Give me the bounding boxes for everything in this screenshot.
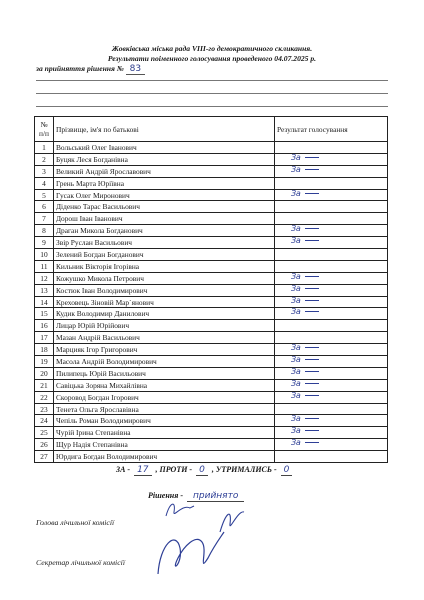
vote-totals	[116, 465, 294, 476]
vote-text: За	[291, 366, 301, 376]
row-name: Масола Андрій Володимирович	[54, 356, 275, 368]
table-row	[35, 439, 388, 451]
row-name: Лицар Юрій Юрійович	[54, 320, 275, 332]
table-row	[35, 403, 388, 415]
vote-dash	[305, 442, 319, 443]
row-name: Юрдига Богдан Володимирович	[54, 451, 275, 463]
row-name: Діденко Тарас Васильович	[54, 201, 275, 213]
row-name: Чепіль Роман Володимирович	[54, 415, 275, 427]
row-vote	[275, 367, 388, 379]
document-header	[0, 44, 424, 64]
row-name: Скоровод Богдан Ігорович	[54, 391, 275, 403]
row-name: Кильник Вікторія Ігорівна	[54, 260, 275, 272]
blank-line-3	[36, 106, 388, 107]
vote-mark	[291, 343, 319, 352]
row-number: 1	[35, 142, 54, 154]
vote-mark	[291, 307, 319, 316]
table-row	[35, 237, 388, 249]
vote-mark	[291, 367, 319, 376]
table-row	[35, 415, 388, 427]
table-row	[35, 177, 388, 189]
totals-za-value: 17	[134, 465, 151, 476]
row-vote	[275, 225, 388, 237]
vote-text: За	[291, 343, 301, 353]
vote-mark	[291, 224, 319, 233]
vote-dash	[305, 359, 319, 360]
totals-proty-label: , ПРОТИ -	[155, 465, 193, 474]
row-vote	[275, 415, 388, 427]
vote-mark	[291, 379, 319, 388]
vote-dash	[305, 383, 319, 384]
row-number: 9	[35, 237, 54, 249]
vote-text: За	[291, 188, 301, 198]
row-number: 8	[35, 225, 54, 237]
row-vote	[275, 439, 388, 451]
decision-line	[36, 64, 145, 75]
table-row	[35, 272, 388, 284]
row-name: Костюк Іван Володимирович	[54, 284, 275, 296]
vote-text: За	[291, 390, 301, 400]
totals-utrymalys-label: , УТРИМАЛИСЬ -	[211, 465, 277, 474]
voting-table	[34, 116, 388, 463]
header-number: № п/п	[35, 117, 54, 142]
row-name: Гусак Олег Миронович	[54, 189, 275, 201]
row-name: Драган Микола Богданович	[54, 225, 275, 237]
row-name: Кудик Володимир Данилович	[54, 308, 275, 320]
vote-text: За	[291, 152, 301, 162]
row-vote	[275, 177, 388, 189]
row-number: 3	[35, 165, 54, 177]
table-row	[35, 367, 388, 379]
totals-utrymalys-value: 0	[281, 465, 293, 476]
table-row	[35, 308, 388, 320]
vote-text: За	[291, 283, 301, 293]
row-number: 13	[35, 284, 54, 296]
table-row	[35, 332, 388, 344]
vote-mark	[291, 296, 319, 305]
row-vote	[275, 260, 388, 272]
vote-mark	[291, 426, 319, 435]
row-name: Савіцька Зоряна Михайлівна	[54, 379, 275, 391]
row-name: Грень Марта Юріївна	[54, 177, 275, 189]
row-number: 27	[35, 451, 54, 463]
row-number: 15	[35, 308, 54, 320]
vote-dash	[305, 430, 319, 431]
vote-dash	[305, 347, 319, 348]
row-name: Чурій Ірина Степанівна	[54, 427, 275, 439]
row-vote	[275, 379, 388, 391]
row-vote	[275, 356, 388, 368]
row-number: 22	[35, 391, 54, 403]
totals-proty-value: 0	[196, 465, 208, 476]
row-vote	[275, 344, 388, 356]
row-vote	[275, 308, 388, 320]
vote-mark	[291, 414, 319, 423]
decision-result-label: Рішення -	[148, 491, 183, 500]
vote-text: За	[291, 224, 301, 234]
table-row	[35, 260, 388, 272]
totals-za-label: ЗА -	[116, 465, 131, 474]
vote-mark	[291, 284, 319, 293]
vote-dash	[305, 193, 319, 194]
row-number: 6	[35, 201, 54, 213]
vote-mark	[291, 165, 319, 174]
vote-dash	[305, 276, 319, 277]
vote-text: За	[291, 164, 301, 174]
row-name: Дорош Іван Іванович	[54, 213, 275, 225]
table-row	[35, 284, 388, 296]
vote-dash	[305, 371, 319, 372]
row-number: 24	[35, 415, 54, 427]
row-number: 16	[35, 320, 54, 332]
decision-result-value: прийнято	[187, 491, 244, 502]
row-vote	[275, 284, 388, 296]
row-vote	[275, 427, 388, 439]
table-row	[35, 451, 388, 463]
vote-dash	[305, 228, 319, 229]
signature-mark-small	[160, 498, 200, 522]
header-name: Прізвище, ім'я по батькові	[54, 117, 275, 142]
row-number: 21	[35, 379, 54, 391]
row-vote	[275, 237, 388, 249]
row-name: Звір Руслан Васильович	[54, 237, 275, 249]
row-number: 14	[35, 296, 54, 308]
table-row	[35, 153, 388, 165]
row-number: 26	[35, 439, 54, 451]
table-row	[35, 320, 388, 332]
row-vote	[275, 451, 388, 463]
row-name: Пилипець Юрій Васильович	[54, 367, 275, 379]
row-name: Буцяк Леся Богданівна	[54, 153, 275, 165]
row-vote	[275, 320, 388, 332]
vote-dash	[305, 288, 319, 289]
table-row	[35, 201, 388, 213]
row-number: 12	[35, 272, 54, 284]
vote-mark	[291, 236, 319, 245]
header-council: Жовківська міська рада VIII-го демократичного скликання.	[111, 44, 313, 53]
row-vote	[275, 165, 388, 177]
vote-mark	[291, 438, 319, 447]
vote-dash	[305, 157, 319, 158]
row-name: Марцияк Ігор Григорович	[54, 344, 275, 356]
table-row	[35, 213, 388, 225]
table-row	[35, 296, 388, 308]
vote-mark	[291, 272, 319, 281]
row-vote	[275, 272, 388, 284]
table-row	[35, 427, 388, 439]
table-row	[35, 391, 388, 403]
vote-dash	[305, 418, 319, 419]
row-vote	[275, 296, 388, 308]
row-number: 23	[35, 403, 54, 415]
table-row	[35, 356, 388, 368]
table-row	[35, 165, 388, 177]
row-name: Зелений Богдан Богданович	[54, 249, 275, 261]
row-number: 11	[35, 260, 54, 272]
blank-line-2	[36, 93, 388, 94]
table-row	[35, 142, 388, 154]
vote-text: За	[291, 438, 301, 448]
row-vote	[275, 142, 388, 154]
vote-text: За	[291, 236, 301, 246]
table-header-row	[35, 117, 388, 142]
table-row	[35, 249, 388, 261]
table-row	[35, 225, 388, 237]
row-number: 20	[35, 367, 54, 379]
row-number: 2	[35, 153, 54, 165]
vote-mark	[291, 189, 319, 198]
vote-dash	[305, 240, 319, 241]
row-vote	[275, 201, 388, 213]
row-number: 17	[35, 332, 54, 344]
header-result: Результат голосування	[275, 117, 388, 142]
row-name: Тенета Ольга Ярославівна	[54, 403, 275, 415]
row-number: 5	[35, 189, 54, 201]
row-number: 7	[35, 213, 54, 225]
row-number: 25	[35, 427, 54, 439]
row-number: 4	[35, 177, 54, 189]
row-vote	[275, 332, 388, 344]
row-vote	[275, 153, 388, 165]
vote-mark	[291, 391, 319, 400]
vote-text: За	[291, 307, 301, 317]
row-number: 18	[35, 344, 54, 356]
vote-dash	[305, 169, 319, 170]
row-name: Щур Надія Степанівна	[54, 439, 275, 451]
row-vote	[275, 403, 388, 415]
vote-mark	[291, 153, 319, 162]
vote-text: За	[291, 271, 301, 281]
row-name: Кожушко Микола Петрович	[54, 272, 275, 284]
vote-text: За	[291, 414, 301, 424]
table-row	[35, 344, 388, 356]
signature-secretary	[150, 524, 230, 584]
row-vote	[275, 189, 388, 201]
table-row	[35, 189, 388, 201]
signer-secretary: Секретар лічильної комісії	[36, 558, 125, 567]
vote-text: За	[291, 378, 301, 388]
vote-dash	[305, 300, 319, 301]
row-name: Креховець Зіновій Мар`янович	[54, 296, 275, 308]
row-vote	[275, 391, 388, 403]
row-vote	[275, 249, 388, 261]
decision-prefix: за прийняття рішення №	[36, 64, 124, 73]
table-row	[35, 379, 388, 391]
vote-text: За	[291, 355, 301, 365]
row-number: 10	[35, 249, 54, 261]
vote-mark	[291, 355, 319, 364]
vote-text: За	[291, 295, 301, 305]
row-name: Вольський Олег Іванович	[54, 142, 275, 154]
row-number: 19	[35, 356, 54, 368]
row-name: Великий Андрій Ярославович	[54, 165, 275, 177]
vote-dash	[305, 395, 319, 396]
vote-dash	[305, 311, 319, 312]
signer-head: Голова лічильної комісії	[36, 518, 115, 527]
row-vote	[275, 213, 388, 225]
blank-line-1	[36, 80, 388, 81]
row-name: Мазан Андрій Васильович	[54, 332, 275, 344]
decision-number: 83	[126, 64, 145, 75]
header-results: Результати поіменного голосування проведеного 04.07.2025 р.	[107, 54, 317, 63]
vote-text: За	[291, 426, 301, 436]
